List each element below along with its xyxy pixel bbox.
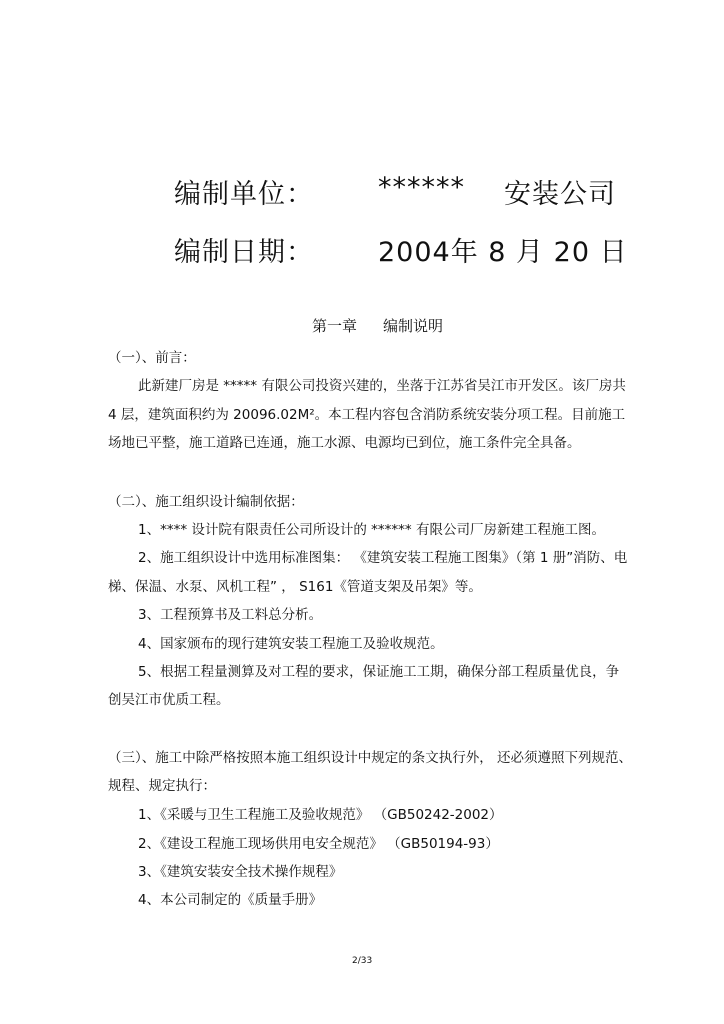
unit-label: 编制单位：: [174, 179, 314, 210]
section-3-item: 4、本公司制定的《质量手册》: [138, 892, 323, 908]
section-3-item: 1、《采暖与卫生工程施工及验收规范》 （GB50242-2002）: [138, 807, 503, 823]
unit-value: ******: [378, 172, 465, 203]
section-2-item: 1、**** 设计院有限责任公司所设计的 ****** 有限公司厂房新建工程施工图。: [138, 522, 605, 538]
section-3-item: 2、《建设工程施工现场供用电安全规范》 （GB50194-93）: [138, 836, 499, 852]
section-3-heading: 规程、规定执行：: [108, 778, 216, 794]
page-number: 2/33: [352, 956, 373, 966]
section-2-item: 创吴江市优质工程。: [108, 692, 230, 708]
section-2-heading: （二）、施工组织设计编制依据：: [108, 494, 304, 510]
section-1-line: 此新建厂房是 ***** 有限公司投资兴建的，坐落于江苏省吴江市开发区。该厂房共: [138, 378, 626, 394]
section-2-item: 4、国家颁布的现行建筑安装工程施工及验收规范。: [138, 636, 444, 652]
section-2-item: 2、施工组织设计中选用标准图集： 《建筑安装工程施工图集》（第 1 册”消防、电: [138, 550, 628, 566]
section-3-item: 3、《建筑安装安全技术操作规程》: [138, 864, 343, 880]
section-1-heading: （一）、前言：: [108, 350, 196, 366]
unit-suffix: 安装公司: [504, 179, 616, 210]
section-2-item: 3、工程预算书及工料总分析。: [138, 607, 323, 623]
section-2-item: 梯、保温、水泵、风机工程” ， S161《管道支架及吊架》等。: [108, 579, 482, 595]
section-3-heading: （三）、施工中除严格按照本施工组织设计中规定的条文执行外， 还必须遵照下列规范、: [108, 750, 633, 766]
section-1-line: 4 层，建筑面积约为 20096.02M²。本工程内容包含消防系统安装分项工程。目前施工: [108, 407, 626, 423]
chapter-title: 第一章: [312, 317, 358, 335]
section-2-item: 5、根据工程量测算及对工程的要求，保证施工工期，确保分部工程质量优良，争: [138, 664, 620, 680]
date-label: 编制日期：: [174, 237, 314, 268]
chapter-name: 编制说明: [383, 317, 444, 335]
section-1-line: 场地已平整，施工道路已连通，施工水源、电源均已到位，施工条件完全具备。: [108, 435, 581, 451]
date-value: 2004年 8 月 20 日: [378, 237, 628, 268]
